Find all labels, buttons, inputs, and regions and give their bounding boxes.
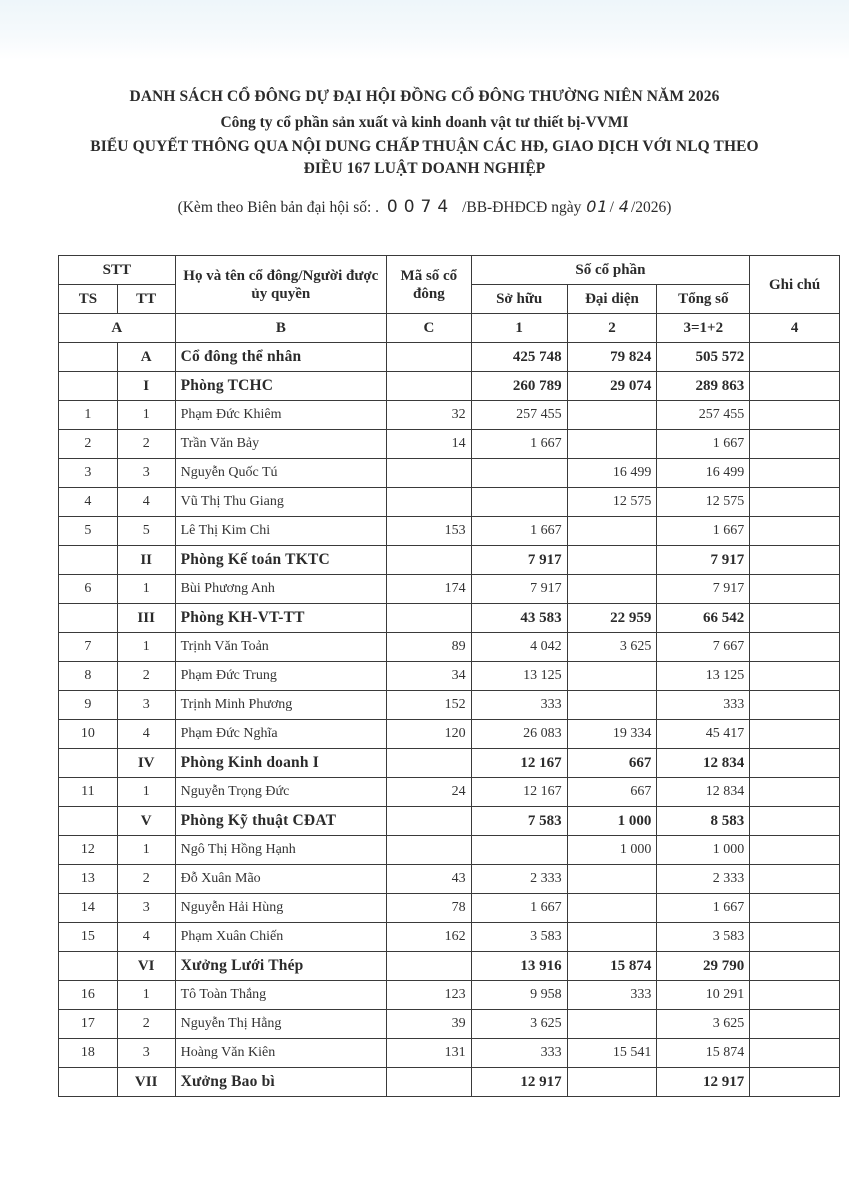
table-row — [59, 488, 840, 517]
table-row — [59, 923, 840, 952]
table-row — [59, 430, 840, 459]
cell-represented — [567, 1010, 657, 1039]
cell-ts: 12 — [59, 836, 118, 865]
table-row — [59, 1039, 840, 1068]
cell-represented: 667 — [567, 778, 657, 807]
cell-code — [387, 749, 472, 778]
cell-represented — [567, 401, 657, 430]
cell-total: 257 455 — [657, 401, 750, 430]
table-row — [59, 691, 840, 720]
cell-ts: 5 — [59, 517, 118, 546]
cell-total: 1 667 — [657, 430, 750, 459]
table-group-row — [59, 749, 840, 778]
cell-owned: 1 667 — [471, 430, 567, 459]
cell-tt: 1 — [117, 633, 175, 662]
cell-name: Phạm Xuân Chiến — [175, 923, 386, 952]
header-tt: TT — [117, 285, 175, 314]
cell-represented: 29 074 — [567, 372, 657, 401]
code-name: B — [175, 314, 386, 343]
header-owned: Sở hữu — [471, 285, 567, 314]
cell-note — [750, 807, 840, 836]
cell-total: 8 583 — [657, 807, 750, 836]
cell-code — [387, 343, 472, 372]
reference-middle: /BB-ĐHĐCĐ ngày — [462, 199, 582, 216]
cell-note — [750, 430, 840, 459]
cell-note — [750, 952, 840, 981]
cell-total: 45 417 — [657, 720, 750, 749]
cell-owned — [471, 488, 567, 517]
cell-represented: 16 499 — [567, 459, 657, 488]
cell-name: Bùi Phương Anh — [175, 575, 386, 604]
header-row-1 — [59, 256, 840, 285]
cell-owned: 43 583 — [471, 604, 567, 633]
minutes-number: 0074 — [386, 197, 455, 217]
cell-total: 13 125 — [657, 662, 750, 691]
cell-ts: 8 — [59, 662, 118, 691]
cell-represented — [567, 430, 657, 459]
cell-note — [750, 720, 840, 749]
cell-owned: 257 455 — [471, 401, 567, 430]
cell-tt: I — [117, 372, 175, 401]
code-total: 3=1+2 — [657, 314, 750, 343]
table-row — [59, 662, 840, 691]
cell-note — [750, 401, 840, 430]
table-row — [59, 459, 840, 488]
table-row — [59, 836, 840, 865]
cell-tt: 2 — [117, 662, 175, 691]
cell-name: Lê Thị Kim Chi — [175, 517, 386, 546]
cell-total: 3 583 — [657, 923, 750, 952]
cell-name: Phòng TCHC — [175, 372, 386, 401]
cell-owned: 7 917 — [471, 575, 567, 604]
cell-name: Phạm Đức Nghĩa — [175, 720, 386, 749]
cell-name: Tô Toàn Thắng — [175, 981, 386, 1010]
cell-represented: 15 874 — [567, 952, 657, 981]
cell-owned: 333 — [471, 1039, 567, 1068]
cell-total: 1 000 — [657, 836, 750, 865]
cell-ts: 17 — [59, 1010, 118, 1039]
cell-code: 14 — [387, 430, 472, 459]
cell-code: 89 — [387, 633, 472, 662]
header-name: Họ và tên cổ đông/Người được ủy quyền — [175, 256, 386, 314]
table-group-row — [59, 952, 840, 981]
cell-tt: 1 — [117, 575, 175, 604]
header-represented: Đại diện — [567, 285, 657, 314]
shareholder-table — [58, 255, 840, 1097]
cell-owned: 4 042 — [471, 633, 567, 662]
cell-tt: A — [117, 343, 175, 372]
cell-owned: 1 667 — [471, 517, 567, 546]
code-code: C — [387, 314, 472, 343]
table-body — [59, 343, 840, 1097]
cell-represented: 15 541 — [567, 1039, 657, 1068]
cell-represented: 19 334 — [567, 720, 657, 749]
table-group-row — [59, 807, 840, 836]
reference-sep: / — [609, 199, 614, 216]
cell-ts — [59, 749, 118, 778]
document-header — [0, 84, 849, 221]
table-row — [59, 517, 840, 546]
cell-total: 66 542 — [657, 604, 750, 633]
resolution-title-line1: BIỂU QUYẾT THÔNG QUA NỘI DUNG CHẤP THUẬN CÁC HĐ, GIAO DỊCH VỚI NLQ THEO — [90, 138, 759, 155]
header-shares: Số cổ phần — [471, 256, 750, 285]
cell-name: Phòng Kỹ thuật CĐAT — [175, 807, 386, 836]
cell-tt: 1 — [117, 981, 175, 1010]
cell-tt: VI — [117, 952, 175, 981]
cell-represented: 12 575 — [567, 488, 657, 517]
table-row — [59, 894, 840, 923]
cell-owned: 1 667 — [471, 894, 567, 923]
cell-represented — [567, 894, 657, 923]
cell-tt: III — [117, 604, 175, 633]
table-group-row — [59, 343, 840, 372]
cell-represented — [567, 691, 657, 720]
cell-note — [750, 923, 840, 952]
cell-code: 153 — [387, 517, 472, 546]
cell-code: 120 — [387, 720, 472, 749]
cell-ts: 4 — [59, 488, 118, 517]
cell-note — [750, 575, 840, 604]
cell-owned — [471, 459, 567, 488]
cell-ts — [59, 604, 118, 633]
cell-tt: 1 — [117, 836, 175, 865]
cell-total: 1 667 — [657, 517, 750, 546]
cell-owned: 260 789 — [471, 372, 567, 401]
cell-owned: 425 748 — [471, 343, 567, 372]
cell-ts — [59, 952, 118, 981]
table-row — [59, 1010, 840, 1039]
cell-represented — [567, 923, 657, 952]
cell-total: 12 834 — [657, 778, 750, 807]
reference-month: 4 — [618, 197, 630, 216]
cell-ts: 10 — [59, 720, 118, 749]
cell-code — [387, 836, 472, 865]
cell-name: Cổ đông thể nhân — [175, 343, 386, 372]
cell-code — [387, 372, 472, 401]
cell-total: 7 917 — [657, 546, 750, 575]
cell-owned: 26 083 — [471, 720, 567, 749]
cell-note — [750, 691, 840, 720]
cell-name: Phạm Đức Khiêm — [175, 401, 386, 430]
cell-name: Phòng Kế toán TKTC — [175, 546, 386, 575]
cell-total: 12 575 — [657, 488, 750, 517]
cell-ts — [59, 546, 118, 575]
cell-note — [750, 778, 840, 807]
cell-tt: 3 — [117, 894, 175, 923]
cell-ts: 11 — [59, 778, 118, 807]
cell-name: Xưởng Bao bì — [175, 1068, 386, 1097]
company-name: Công ty cổ phần sản xuất và kinh doanh vật tư thiết bị-VVMI — [220, 114, 629, 131]
cell-total: 1 667 — [657, 894, 750, 923]
cell-note — [750, 633, 840, 662]
cell-code: 34 — [387, 662, 472, 691]
cell-name: Nguyễn Trọng Đức — [175, 778, 386, 807]
document-title: DANH SÁCH CỔ ĐÔNG DỰ ĐẠI HỘI ĐỒNG CỔ ĐÔNG THƯỜNG NIÊN NĂM 2026 — [129, 88, 720, 105]
cell-owned: 7 917 — [471, 546, 567, 575]
table-group-row — [59, 604, 840, 633]
cell-tt: 2 — [117, 430, 175, 459]
cell-name: Trịnh Minh Phương — [175, 691, 386, 720]
column-code-row — [59, 314, 840, 343]
cell-note — [750, 546, 840, 575]
cell-tt: IV — [117, 749, 175, 778]
cell-note — [750, 604, 840, 633]
table-row — [59, 401, 840, 430]
cell-tt: 4 — [117, 488, 175, 517]
reference-prefix: (Kèm theo Biên bản đại hội số: . — [177, 199, 380, 216]
cell-ts: 14 — [59, 894, 118, 923]
cell-note — [750, 865, 840, 894]
cell-note — [750, 1039, 840, 1068]
cell-name: Phạm Đức Trung — [175, 662, 386, 691]
cell-note — [750, 749, 840, 778]
table-group-row — [59, 546, 840, 575]
code-note: 4 — [750, 314, 840, 343]
cell-code — [387, 807, 472, 836]
cell-code — [387, 604, 472, 633]
cell-tt: 3 — [117, 691, 175, 720]
cell-ts: 6 — [59, 575, 118, 604]
table-row — [59, 778, 840, 807]
cell-owned: 12 917 — [471, 1068, 567, 1097]
cell-note — [750, 894, 840, 923]
cell-owned: 7 583 — [471, 807, 567, 836]
cell-owned: 12 167 — [471, 749, 567, 778]
cell-represented: 333 — [567, 981, 657, 1010]
resolution-title-line2: ĐIỀU 167 LUẬT DOANH NGHIỆP — [303, 160, 546, 177]
cell-code — [387, 488, 472, 517]
cell-represented — [567, 662, 657, 691]
header-note: Ghi chú — [750, 256, 840, 314]
cell-represented — [567, 865, 657, 894]
cell-ts: 13 — [59, 865, 118, 894]
cell-name: Trần Văn Bảy — [175, 430, 386, 459]
cell-tt: II — [117, 546, 175, 575]
cell-represented — [567, 517, 657, 546]
table-group-row — [59, 372, 840, 401]
cell-ts: 1 — [59, 401, 118, 430]
code-represented: 2 — [567, 314, 657, 343]
cell-represented: 79 824 — [567, 343, 657, 372]
cell-ts: 7 — [59, 633, 118, 662]
cell-total: 289 863 — [657, 372, 750, 401]
cell-name: Vũ Thị Thu Giang — [175, 488, 386, 517]
cell-owned: 2 333 — [471, 865, 567, 894]
cell-tt: 1 — [117, 778, 175, 807]
cell-code: 131 — [387, 1039, 472, 1068]
cell-code — [387, 952, 472, 981]
cell-code — [387, 459, 472, 488]
cell-code: 78 — [387, 894, 472, 923]
cell-ts — [59, 807, 118, 836]
cell-note — [750, 372, 840, 401]
cell-code: 174 — [387, 575, 472, 604]
cell-represented — [567, 575, 657, 604]
cell-tt: 3 — [117, 459, 175, 488]
cell-represented: 3 625 — [567, 633, 657, 662]
cell-name: Phòng KH-VT-TT — [175, 604, 386, 633]
cell-name: Nguyễn Quốc Tú — [175, 459, 386, 488]
cell-owned: 3 625 — [471, 1010, 567, 1039]
code-owned: 1 — [471, 314, 567, 343]
cell-total: 7 917 — [657, 575, 750, 604]
cell-code: 162 — [387, 923, 472, 952]
cell-note — [750, 1010, 840, 1039]
minutes-reference — [0, 194, 849, 221]
table-row — [59, 865, 840, 894]
cell-tt: 4 — [117, 720, 175, 749]
cell-represented: 667 — [567, 749, 657, 778]
cell-code — [387, 546, 472, 575]
header-ts: TS — [59, 285, 118, 314]
cell-name: Trịnh Văn Toản — [175, 633, 386, 662]
cell-tt: 1 — [117, 401, 175, 430]
cell-tt: 5 — [117, 517, 175, 546]
cell-code — [387, 1068, 472, 1097]
cell-represented: 1 000 — [567, 807, 657, 836]
cell-note — [750, 488, 840, 517]
table-row — [59, 575, 840, 604]
reference-day: 01 — [586, 197, 609, 216]
cell-note — [750, 662, 840, 691]
cell-owned: 13 125 — [471, 662, 567, 691]
cell-owned: 333 — [471, 691, 567, 720]
cell-ts: 2 — [59, 430, 118, 459]
cell-total: 16 499 — [657, 459, 750, 488]
reference-suffix: /2026) — [630, 199, 672, 216]
cell-code: 39 — [387, 1010, 472, 1039]
cell-total: 12 834 — [657, 749, 750, 778]
cell-total: 2 333 — [657, 865, 750, 894]
cell-tt: 4 — [117, 923, 175, 952]
cell-tt: 2 — [117, 865, 175, 894]
cell-code: 43 — [387, 865, 472, 894]
table-row — [59, 633, 840, 662]
cell-name: Nguyễn Thị Hằng — [175, 1010, 386, 1039]
cell-total: 12 917 — [657, 1068, 750, 1097]
cell-owned: 13 916 — [471, 952, 567, 981]
cell-total: 15 874 — [657, 1039, 750, 1068]
header-stt: STT — [59, 256, 176, 285]
cell-note — [750, 343, 840, 372]
cell-owned: 3 583 — [471, 923, 567, 952]
cell-tt: 3 — [117, 1039, 175, 1068]
cell-ts: 16 — [59, 981, 118, 1010]
cell-owned: 9 958 — [471, 981, 567, 1010]
cell-represented: 1 000 — [567, 836, 657, 865]
cell-name: Ngô Thị Hồng Hạnh — [175, 836, 386, 865]
cell-owned: 12 167 — [471, 778, 567, 807]
cell-ts: 9 — [59, 691, 118, 720]
cell-name: Hoàng Văn Kiên — [175, 1039, 386, 1068]
cell-represented — [567, 546, 657, 575]
cell-represented: 22 959 — [567, 604, 657, 633]
table-row — [59, 720, 840, 749]
cell-code: 152 — [387, 691, 472, 720]
cell-ts: 3 — [59, 459, 118, 488]
cell-ts — [59, 343, 118, 372]
cell-total: 7 667 — [657, 633, 750, 662]
cell-total: 505 572 — [657, 343, 750, 372]
cell-note — [750, 517, 840, 546]
cell-note — [750, 459, 840, 488]
cell-code: 24 — [387, 778, 472, 807]
cell-total: 333 — [657, 691, 750, 720]
cell-owned — [471, 836, 567, 865]
cell-name: Phòng Kinh doanh I — [175, 749, 386, 778]
cell-note — [750, 1068, 840, 1097]
scan-tint — [0, 0, 849, 60]
cell-ts — [59, 1068, 118, 1097]
header-code: Mã số cổ đông — [387, 256, 472, 314]
cell-note — [750, 836, 840, 865]
table-group-row — [59, 1068, 840, 1097]
cell-total: 3 625 — [657, 1010, 750, 1039]
cell-total: 29 790 — [657, 952, 750, 981]
cell-tt: V — [117, 807, 175, 836]
cell-tt: 2 — [117, 1010, 175, 1039]
cell-name: Xưởng Lưới Thép — [175, 952, 386, 981]
cell-ts — [59, 372, 118, 401]
cell-name: Đỗ Xuân Mão — [175, 865, 386, 894]
cell-ts: 15 — [59, 923, 118, 952]
cell-note — [750, 981, 840, 1010]
cell-tt: VII — [117, 1068, 175, 1097]
cell-ts: 18 — [59, 1039, 118, 1068]
table-row — [59, 981, 840, 1010]
cell-represented — [567, 1068, 657, 1097]
cell-total: 10 291 — [657, 981, 750, 1010]
header-total: Tổng số — [657, 285, 750, 314]
code-stt: A — [59, 314, 176, 343]
cell-code: 32 — [387, 401, 472, 430]
cell-code: 123 — [387, 981, 472, 1010]
cell-name: Nguyễn Hải Hùng — [175, 894, 386, 923]
